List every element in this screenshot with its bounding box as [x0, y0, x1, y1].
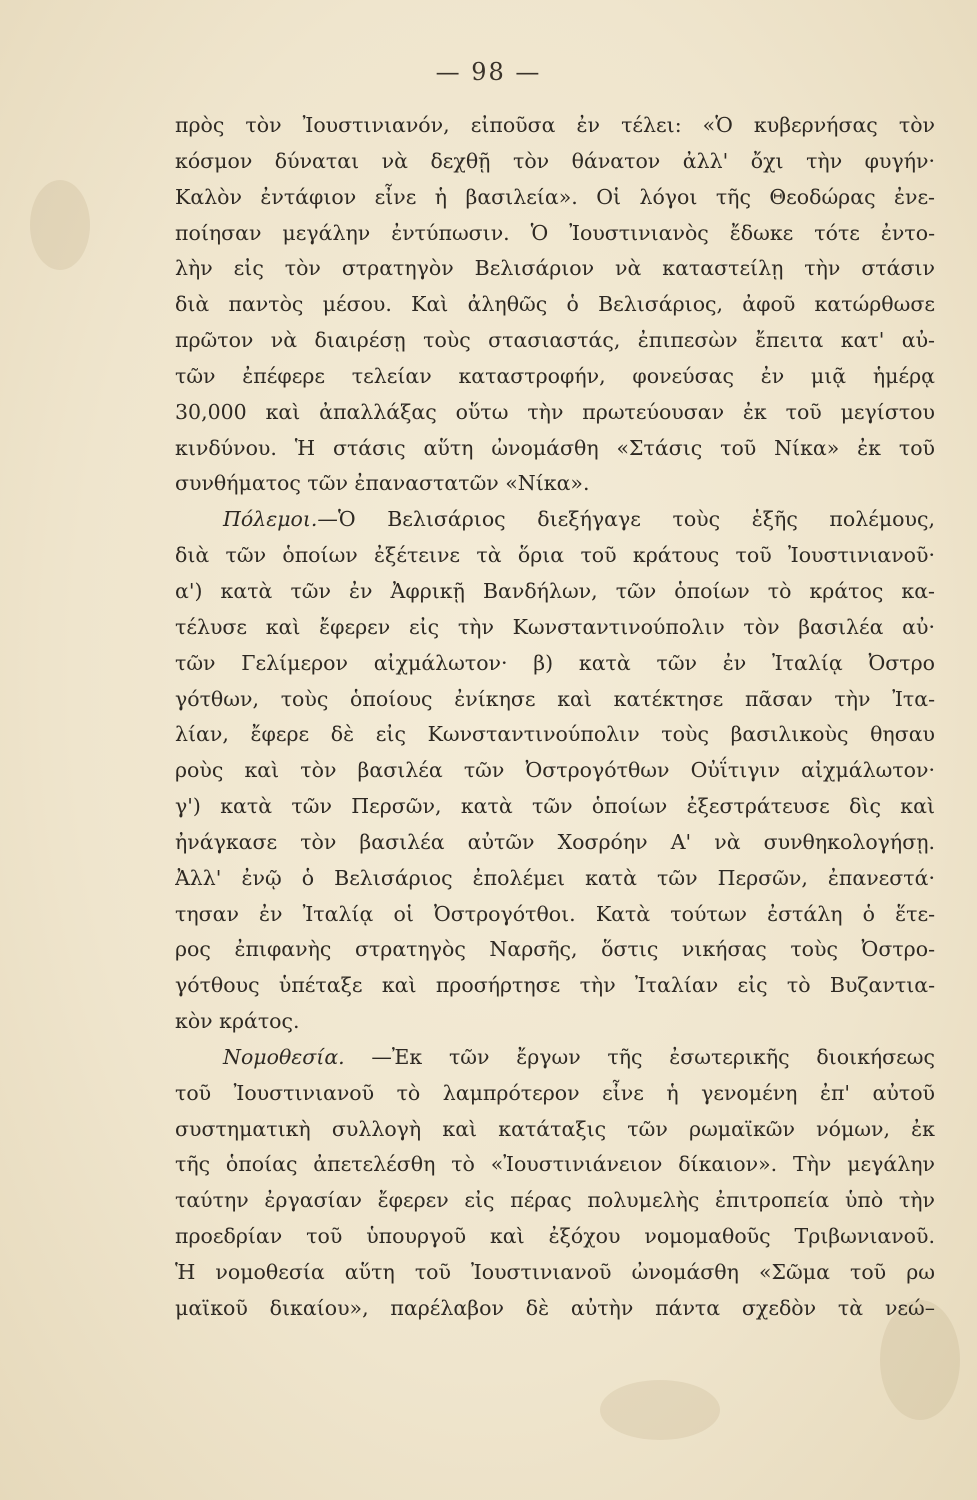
text-line: —Ἐκ τῶν ἔργων τῆς ἐσωτερικῆς διοικήσεως: [371, 1044, 935, 1069]
text-line: τῶν ἐπέφερε τελείαν καταστροφήν, φονεύσας ἐν μιᾷ ἡμέρᾳ: [175, 363, 935, 388]
section-heading-legislation: Νομοθεσία.: [223, 1044, 345, 1069]
text-line: πρὸς τὸν Ἰουστινιανόν, εἰποῦσα ἐν τέλει: «Ὁ κυβερνήσας τὸν: [175, 113, 935, 137]
text-line: τοῦ Ἰουστινιανοῦ τὸ λαμπρότερον εἶνε ἡ γενομένη ἐπ' αὐτοῦ: [175, 1080, 935, 1105]
text-line: γότθους ὑπέταξε καὶ προσήρτησε τὴν Ἰταλίαν εἰς τὸ Βυζαντια-: [175, 973, 935, 998]
text-line: λίαν, ἔφερε δὲ εἰς Κωνσταντινούπολιν τοὺς βασιλικοὺς θησαυ: [175, 722, 935, 747]
paper-stain: [30, 180, 90, 270]
text-line: τῶν Γελίμερον αἰχμάλωτον· β) κατὰ τῶν ἐν Ἰταλίᾳ Ὀστρο: [175, 650, 935, 675]
text-line: ταύτην ἐργασίαν ἔφερεν εἰς πέρας πολυμελὴς ἐπιτροπεία ὑπὸ τὴν: [175, 1188, 935, 1213]
text-line: τῆς ὁποίας ἀπετελέσθη τὸ «Ἰουστινιάνειον δίκαιον». Τὴν μεγάλην: [175, 1152, 935, 1177]
text-line: ποίησαν μεγάλην ἐντύπωσιν. Ὁ Ἰουστινιανὸς ἔδωκε τότε ἐντο-: [175, 220, 935, 245]
paragraph-wars: [175, 502, 935, 538]
text-line: Ἡ νομοθεσία αὕτη τοῦ Ἰουστινιανοῦ ὠνομάσθη «Σῶμα τοῦ ρω: [175, 1260, 935, 1284]
text-line: γότθων, τοὺς ὁποίους ἐνίκησε καὶ κατέκτησε πᾶσαν τὴν Ἰτα-: [175, 686, 935, 711]
text-line: κόσμον δύναται νὰ δεχθῇ τὸν θάνατον ἀλλ' ὄχι τὴν φυγήν·: [175, 148, 935, 173]
text-line: ρος ἐπιφανὴς στρατηγὸς Ναρσῆς, ὅστις νικήσας τοὺς Ὀστρο-: [175, 937, 935, 962]
text-line: διὰ τῶν ὁποίων ἐξέτεινε τὰ ὅρια τοῦ κράτους τοῦ Ἰουστινιανοῦ·: [175, 543, 935, 568]
paragraph-legislation: [175, 1040, 935, 1076]
text-line: συνθήματος τῶν ἐπαναστατῶν «Νίκα».: [175, 471, 590, 496]
text-line: α') κατὰ τῶν ἐν Ἀφρικῇ Βανδήλων, τῶν ὁποίων τὸ κράτος κα-: [175, 578, 935, 603]
text-line: λὴν εἰς τὸν στρατηγὸν Βελισάριον νὰ καταστείλῃ τὴν στάσιν: [175, 256, 935, 281]
text-line: μαϊκοῦ δικαίου», παρέλαβον δὲ αὐτὴν πάντα σχεδὸν τὰ νεώ–: [175, 1295, 935, 1320]
text-line: κὸν κράτος.: [175, 1009, 300, 1034]
paper-stain: [600, 1380, 720, 1440]
text-line: Ἀλλ' ἐνῷ ὁ Βελισάριος ἐπολέμει κατὰ τῶν Περσῶν, ἐπανεστά·: [175, 865, 935, 890]
text-line: συστηματικὴ συλλογὴ καὶ κατάταξις τῶν ρωμαϊκῶν νόμων, ἐκ: [175, 1116, 935, 1141]
text-line: προεδρίαν τοῦ ὑπουργοῦ καὶ ἐξόχου νομομαθοῦς Τριβωνιανοῦ.: [175, 1224, 935, 1249]
text-line: διὰ παντὸς μέσου. Καὶ ἀληθῶς ὁ Βελισάριος, ἀφοῦ κατώρθωσε: [175, 292, 935, 317]
text-line: Καλὸν ἐντάφιον εἶνε ἡ βασιλεία». Οἱ λόγοι τῆς Θεοδώρας ἐνε-: [175, 184, 935, 209]
text-line: ἠνάγκασε τὸν βασιλέα αὐτῶν Χοσρόην Α' νὰ συνθηκολογήσῃ.: [175, 829, 935, 854]
text-line: τέλυσε καὶ ἔφερεν εἰς τὴν Κωνσταντινούπολιν τὸν βασιλέα αὐ·: [175, 614, 935, 639]
text-line: Ὁ Βελισάριος διεξήγαγε τοὺς ἑξῆς πολέμους,: [337, 507, 935, 532]
text-line: ροὺς καὶ τὸν βασιλέα τῶν Ὀστρογότθων Οὐΐτιγιν αἰχμάλωτον·: [175, 758, 935, 783]
body-text: [175, 108, 935, 1327]
text-line: γ') κατὰ τῶν Περσῶν, κατὰ τῶν ὁποίων ἐξεστράτευσε δὶς καὶ: [175, 794, 935, 819]
text-line: πρῶτον νὰ διαιρέσῃ τοὺς στασιαστάς, ἐπιπεσὼν ἔπειτα κατ' αὐ-: [175, 328, 935, 353]
page-number: — 98 —: [435, 58, 542, 86]
text-line: τησαν ἐν Ἰταλίᾳ οἱ Ὀστρογότθοι. Κατὰ τούτων ἐστάλη ὁ ἕτε-: [175, 901, 935, 926]
text-line: 30,000 καὶ ἀπαλλάξας οὕτω τὴν πρωτεύουσαν ἐκ τοῦ μεγίστου: [175, 399, 935, 424]
section-heading-wars: Πόλεμοι.—: [223, 507, 338, 532]
text-line: κινδύνου. Ἡ στάσις αὕτη ὠνομάσθη «Στάσις τοῦ Νίκα» ἐκ τοῦ: [175, 435, 935, 460]
